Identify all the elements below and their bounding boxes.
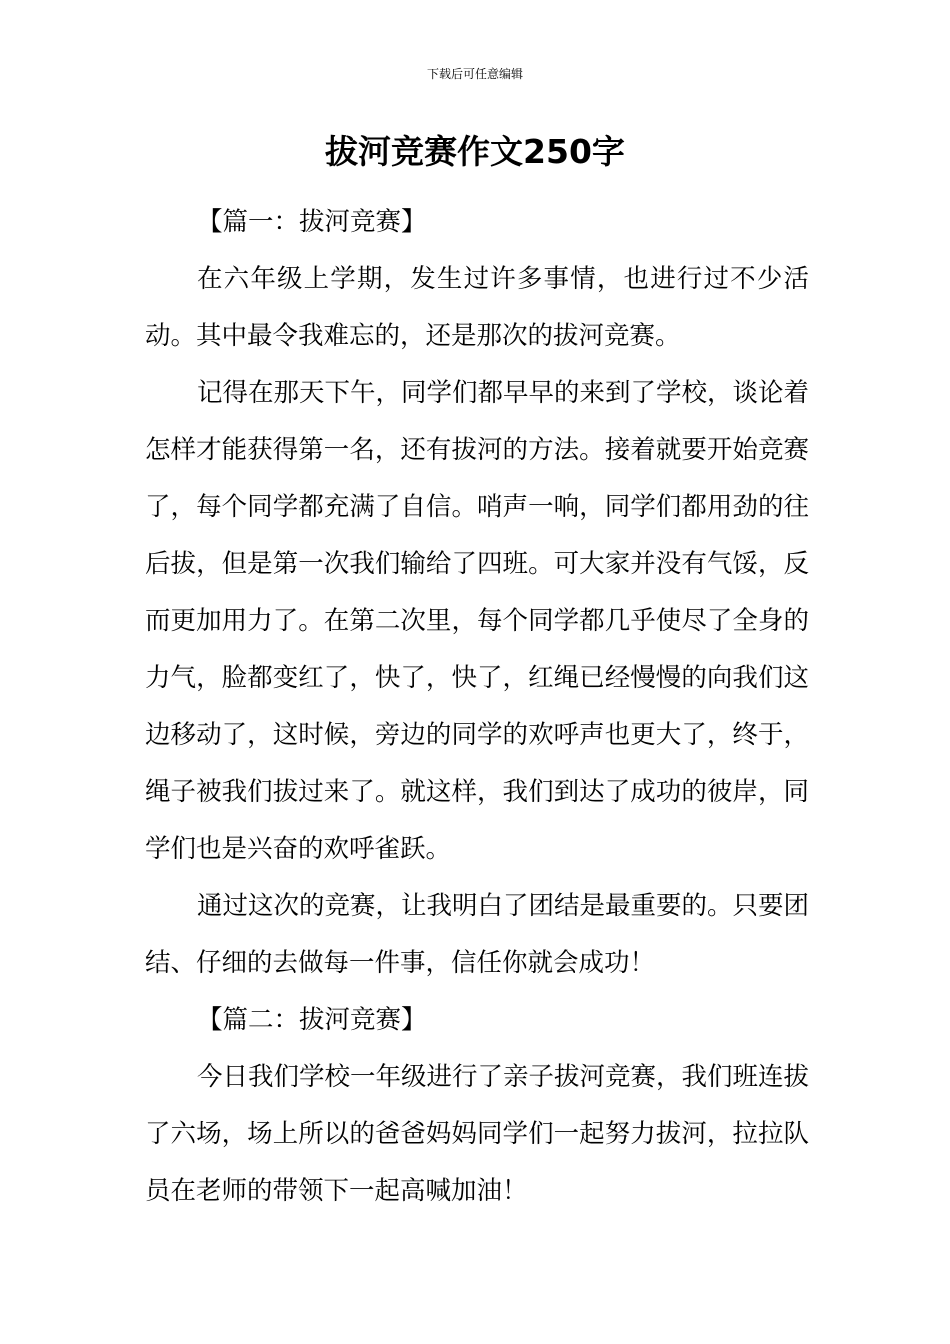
section-heading-1: 【篇一：拔河竞赛】 [197, 207, 427, 237]
document-title: 拔河竞赛作文250字 [325, 132, 625, 171]
section-heading-2: 【篇二：拔河竞赛】 [197, 1005, 427, 1035]
document-body [145, 194, 809, 1220]
paragraph: 在六年级上学期，发生过许多事情，也进行过不少活动。其中最令我难忘的，还是那次的拔河竞赛。 [145, 264, 809, 351]
paragraph: 通过这次的竞赛，让我明白了团结是最重要的。只要团结、仔细的去做每一件事，信任你就会成功！ [145, 891, 810, 978]
paragraph: 今日我们学校一年级进行了亲子拔河竞赛，我们班连拔了六场，场上所以的爸爸妈妈同学们一起努力拔河，拉拉队员在老师的带领下一起高喊加油！ [145, 1062, 810, 1206]
paragraph: 记得在那天下午，同学们都早早的来到了学校，谈论着怎样才能获得第一名，还有拔河的方法。接着就要开始竞赛了，每个同学都充满了自信。哨声一响，同学们都用劲的往后拔，但是第一次我们输给了四班。可大家并没有气馁，反而更加用力了。在第二次里，每个同学都几乎使尽了全身的力气，脸都变红了，快了，快了，红绳已经慢慢的向我们这边移动了，这时候，旁边的同学的欢呼声也更大了，终于，绳子被我们拔过来了。就这样，我们到达了成功的彼岸，同学们也是兴奋的欢呼雀跃。 [145, 378, 810, 864]
header-note: 下载后可任意编辑 [426, 67, 523, 81]
